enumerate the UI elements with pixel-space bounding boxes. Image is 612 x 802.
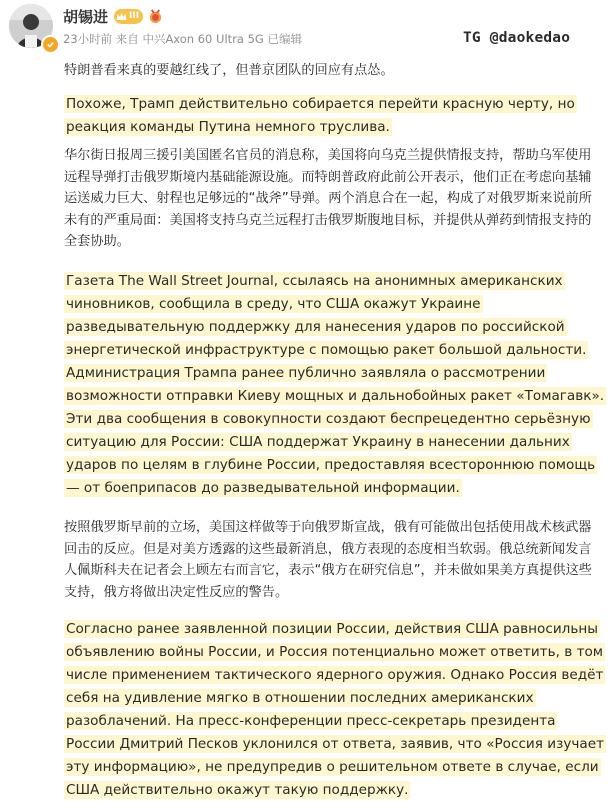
author-name[interactable]: 胡锡进 bbox=[63, 7, 109, 26]
post-meta: 23小时前 来自 中兴Axon 60 Ultra 5G 已编辑 bbox=[63, 32, 302, 46]
level-badge[interactable] bbox=[114, 9, 143, 24]
paragraph-ru-2-text: Газета The Wall Street Journal, ссылаясь на анонимных американских чиновников, сообщила в среду, что США окажут Украине разведывательную поддержку для нанесения ударов по российской энергетической инфраструктуре с помощью ракет большой дальности. Администрация Трампа ранее публично заявляла о рассмотрении возможности отправки Киеву мощных и дальнобойных ракет «Томагавк». Эти два сообщения в совокупности создают беспрецедентно серьёзную ситуацию для России: США поддержат Украину в нанесении дальних ударов по целям в глубине России, предоставляя всестороннюю помощь — от боеприпасов до разведывательной информации. bbox=[66, 273, 605, 496]
paragraph-zh-3: 按照俄罗斯早前的立场，美国这样做等于向俄罗斯宣战，俄有可能做出包括使用战术核武器回击的反应。但是对美方透露的这些最新消息，俄方表现的态度相当软弱。俄总统新闻发言人佩斯科夫在记者会上顾左右而言它，表示“俄方在研究信息”，并未做如果美方真提供这些支持，俄方将做出决定性反应的警告。 bbox=[64, 520, 592, 600]
verified-icon bbox=[41, 35, 60, 54]
paragraph-ru-1-text: Похоже, Трамп действительно собирается перейти красную черту, но реакция команды Путина немного труслива. bbox=[66, 96, 575, 135]
telegram-watermark: TG @daokedao bbox=[463, 30, 571, 46]
medal-icon[interactable] bbox=[148, 9, 163, 24]
paragraph-ru-3-text: Согласно ранее заявленной позиции России, действия США равносильны объявлению войны России, и Россия потенциально может ответить, в том числе применением тактического ядерного оружия. Однако Россия ведёт себя на удивление мягко в отношении последних американских разоблачений. На пресс-конференции пресс-секретарь президента России Дмитрий Песков уклонился от ответа, заявив, что «Россия изучает эту информацию», не предупредив о решительном ответе в случае, если США действительно окажут такую поддержку. bbox=[66, 621, 605, 798]
paragraph-zh-1: 特朗普看来真的要越红线了，但普京团队的回应有点怂。 bbox=[64, 63, 394, 78]
paragraph-ru-1 bbox=[61, 93, 609, 139]
crown-icon bbox=[116, 12, 127, 21]
author-row bbox=[63, 6, 163, 26]
level-badge-label: III bbox=[129, 11, 140, 21]
post-header bbox=[0, 0, 612, 52]
paragraph-ru-3 bbox=[61, 618, 609, 802]
paragraph-ru-2 bbox=[61, 270, 609, 500]
paragraph-zh-2: 华尔街日报周三援引美国匿名官员的消息称，美国将向乌克兰提供情报支持，帮助乌军使用远程导弹打击俄罗斯境内基础能源设施。而特朗普政府此前公开表示，他们正在考虑向基辅运送威力巨大、射程也足够远的“战斧”导弹。两个消息合在一起，构成了对俄罗斯来说前所未有的严重局面：美国将支持乌克兰远程打击俄罗斯腹地目标，并提供从弹药到情报支持的全套协助。 bbox=[64, 148, 592, 249]
